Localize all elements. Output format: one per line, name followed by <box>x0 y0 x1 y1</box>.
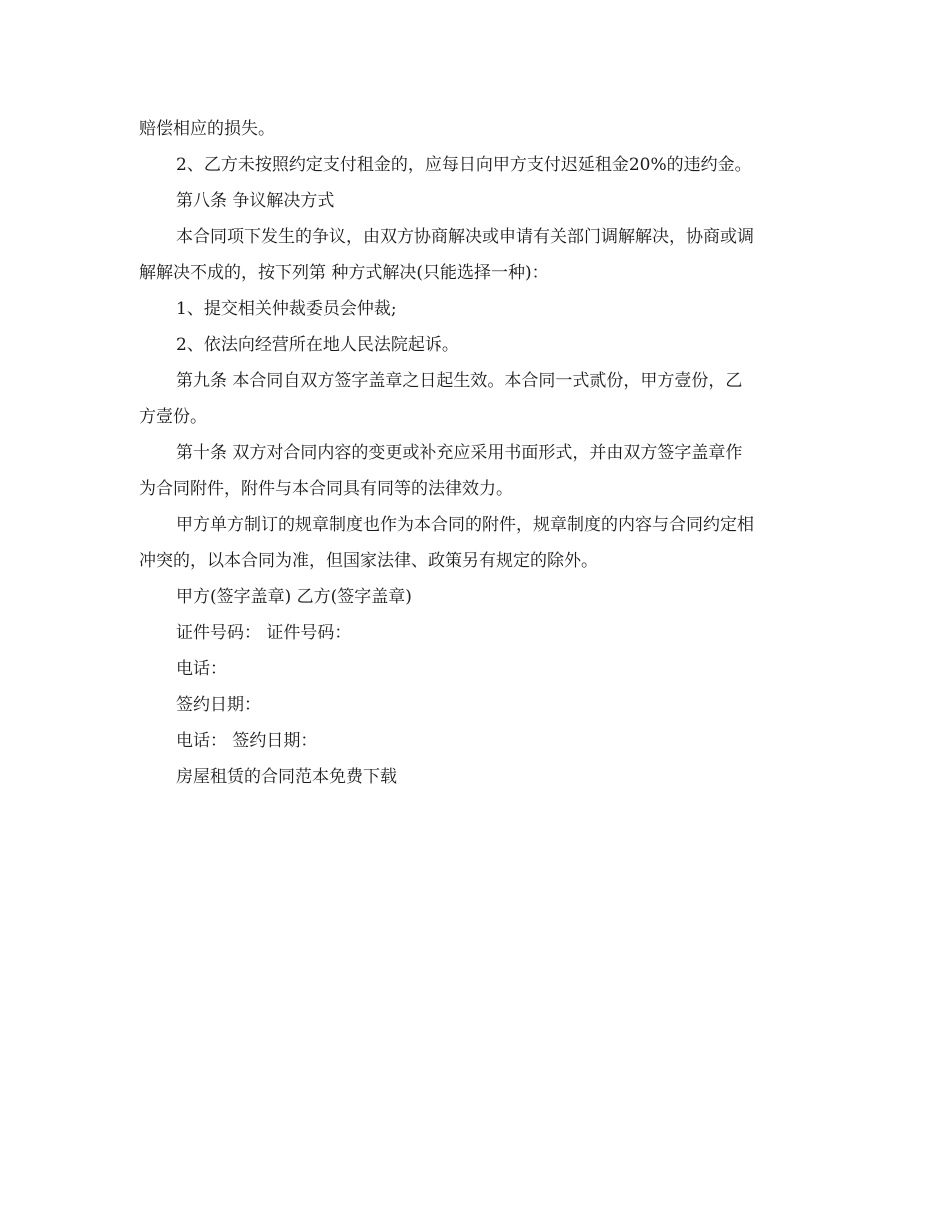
article-9-line-1: 第九条 本合同自双方签字盖章之日起生效。本合同一式贰份，甲方壹份，乙 <box>176 371 743 391</box>
document-footer-title: 房屋租赁的合同范本免费下载 <box>176 767 397 787</box>
signing-date-field: 签约日期： <box>176 695 261 715</box>
article-8-option-2: 2、依法向经营所在地人民法院起诉。 <box>176 335 459 355</box>
article-8-heading: 第八条 争议解决方式 <box>176 191 335 211</box>
text-line-compensation: 赔偿相应的损失。 <box>139 119 275 139</box>
signature-parties: 甲方(签字盖章) 乙方(签字盖章) <box>176 587 412 607</box>
article-8-option-1: 1、提交相关仲裁委员会仲裁; <box>176 299 397 319</box>
article-8-text-line-2: 解解决不成的，按下列第 种方式解决(只能选择一种)： <box>139 263 549 283</box>
phone-field: 电话： <box>176 659 227 679</box>
rules-paragraph-line-2: 冲突的，以本合同为准，但国家法律、政策另有规定的除外。 <box>139 551 598 571</box>
document-body <box>139 111 811 795</box>
article-10-line-1: 第十条 双方对合同内容的变更或补充应采用书面形式，并由双方签字盖章作 <box>176 443 743 463</box>
rules-paragraph-line-1: 甲方单方制订的规章制度也作为本合同的附件，规章制度的内容与合同约定相 <box>176 515 754 535</box>
article-8-text-line-1: 本合同项下发生的争议，由双方协商解决或申请有关部门调解解决，协商或调 <box>176 227 754 247</box>
article-10-line-2: 为合同附件，附件与本合同具有同等的法律效力。 <box>139 479 513 499</box>
phone-and-date-fields: 电话： 签约日期： <box>176 731 318 751</box>
article-9-line-2: 方壹份。 <box>139 407 207 427</box>
id-number-fields: 证件号码： 证件号码： <box>176 623 352 643</box>
text-line-penalty: 2、乙方未按照约定支付租金的，应每日向甲方支付迟延租金20%的违约金。 <box>176 155 752 175</box>
